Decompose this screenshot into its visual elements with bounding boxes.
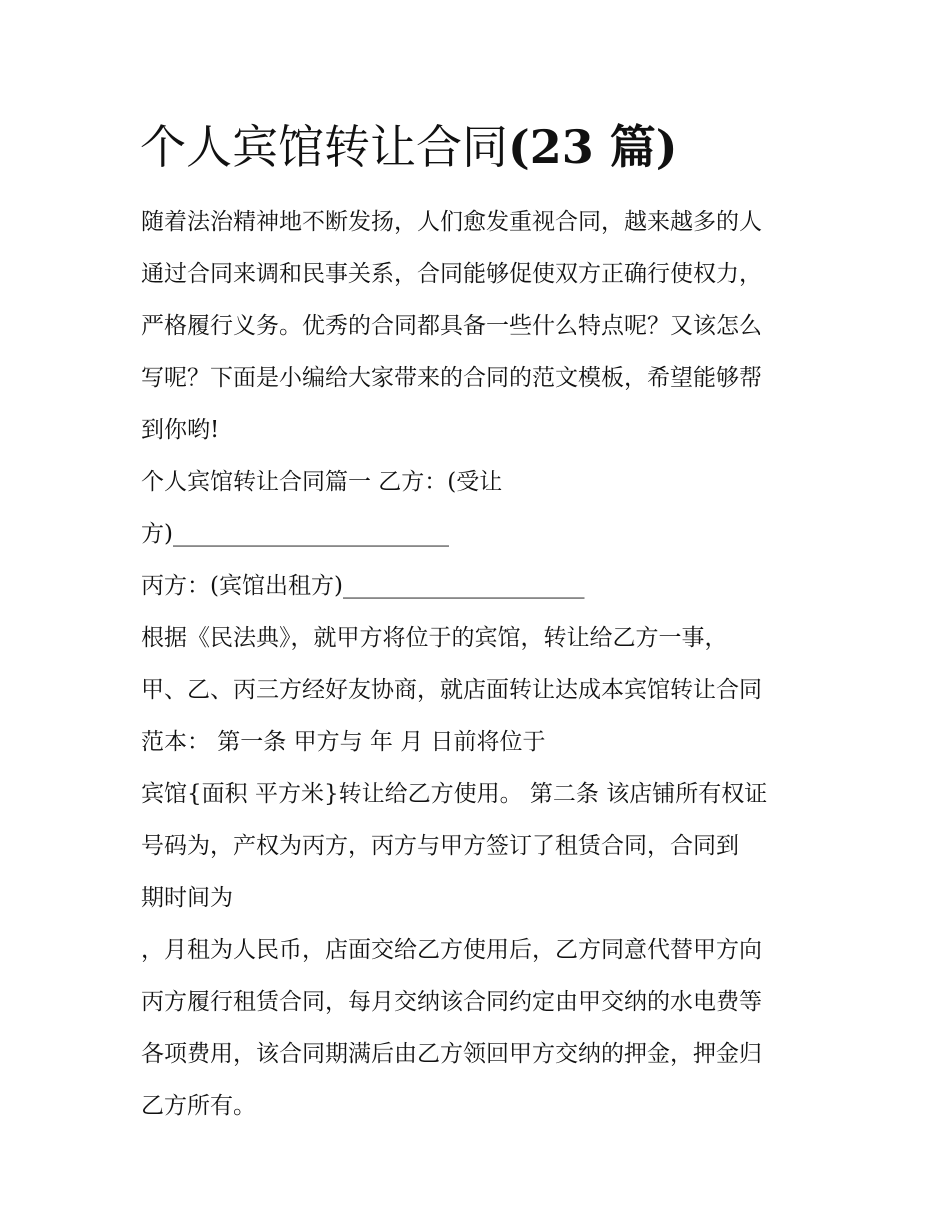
body-line: 根据《民法典》，就甲方将位于的宾馆，转让给乙方一事， xyxy=(141,625,728,651)
body-line: 期时间为 xyxy=(141,885,233,911)
party-c-blank-line: 丙方：(宾馆出租方)_____________________ xyxy=(141,573,585,599)
body-line: 丙方履行租赁合同，每月交纳该合同约定由甲交纳的水电费等 xyxy=(141,989,762,1015)
body-line: 到你哟! xyxy=(141,417,220,443)
document-title xyxy=(140,112,678,182)
body-line: ，月租为人民币，店面交给乙方使用后，乙方同意代替甲方向 xyxy=(141,937,762,963)
body-line: 随着法治精神地不断发扬，人们愈发重视合同，越来越多的人 xyxy=(141,209,762,235)
section-heading-line: 个人宾馆转让合同篇一 乙方：(受让 xyxy=(141,469,503,495)
body-line: 各项费用，该合同期满后由乙方领回甲方交纳的押金，押金归 xyxy=(141,1041,762,1067)
title-count: (23 篇) xyxy=(508,120,678,174)
body-line: 甲、乙、丙三方经好友协商，就店面转让达成本宾馆转让合同 xyxy=(141,677,762,703)
body-line: 写呢？下面是小编给大家带来的合同的范文模板，希望能够帮 xyxy=(141,365,762,391)
body-line: 通过合同来调和民事关系，合同能够促使双方正确行使权力， xyxy=(141,261,762,287)
body-line: 宾馆{面积 平方米}转让给乙方使用。 第二条 该店铺所有权证 xyxy=(141,781,768,807)
document-body xyxy=(141,196,821,1132)
title-main: 个人宾馆转让合同 xyxy=(140,120,508,174)
body-line: 号码为，产权为丙方，丙方与甲方签订了租赁合同，合同到 xyxy=(141,833,739,859)
body-line: 范本： 第一条 甲方与 年 月 日前将位于 xyxy=(141,729,546,755)
party-b-blank-line: 方)________________________ xyxy=(141,521,449,547)
body-line: 严格履行义务。优秀的合同都具备一些什么特点呢？又该怎么 xyxy=(141,313,762,339)
body-line: 乙方所有。 xyxy=(141,1093,256,1119)
